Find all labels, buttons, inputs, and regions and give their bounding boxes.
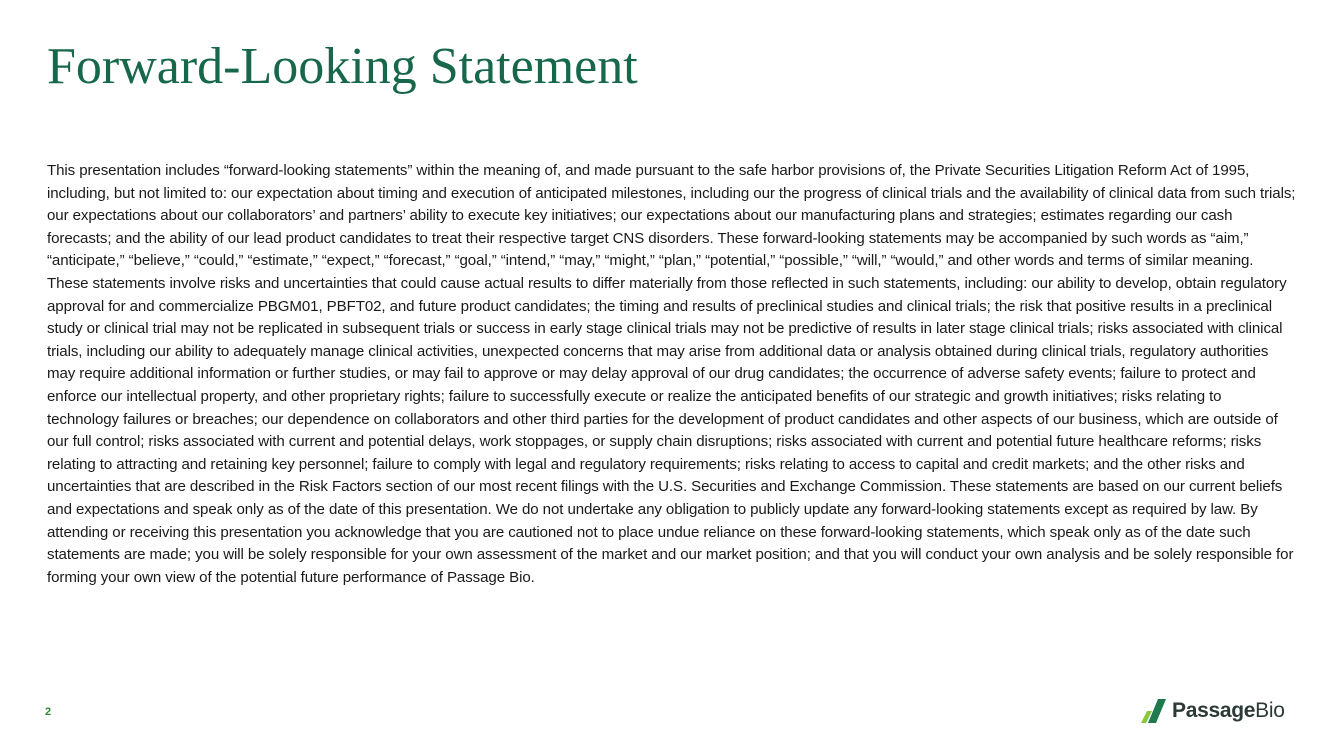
passage-bio-logo-mark-icon [1139,697,1167,725]
disclaimer-paragraph: This presentation includes “forward-looking statements” within the meaning of, and made pursuant to the safe harbor provisions of, the Private Securities Litigation Reform Act of 1995, including, but not limited to: our expectation about timing and execution of anticipated milestones, including our the progress of clinical trials and the availability of clinical data from such trials; our expectations about our collaborators’ and partners’ ability to execute key initiatives; our expectations about our manufacturing plans and strategies; estimates regarding our cash forecasts; and the ability of our lead product candidates to treat their respective target CNS disorders. These forward-looking statements may be accompanied by such words as “aim,” “anticipate,” “believe,” “could,” “estimate,” “expect,” “forecast,” “goal,” “intend,” “may,” “might,” “plan,” “potential,” “possible,” “will,” “would,” and other words and terms of similar meaning. These statements involve risks and uncertainties that could cause actual results to differ materially from those reflected in such statements, including: our ability to develop, obtain regulatory approval for and commercialize PBGM01, PBFT02, and future product candidates; the timing and results of preclinical studies and clinical trials; the risk that positive results in a preclinical study or clinical trial may not be replicated in subsequent trials or success in early stage clinical trials may not be predictive of results in later stage clinical trials; risks associated with clinical trials, including our ability to adequately manage clinical activities, unexpected concerns that may arise from additional data or analysis obtained during clinical trials, regulatory authorities may require additional information or further studies, or may fail to approve or may delay approval of our drug candidates; the occurrence of adverse safety events; failure to protect and enforce our intellectual property, and other proprietary rights; failure to successfully execute or realize the anticipated benefits of our strategic and growth initiatives; risks relating to technology failures or breaches; our dependence on collaborators and other third parties for the development of product candidates and other aspects of our business, which are outside of our full control; risks associated with current and potential delays, work stoppages, or supply chain disruptions; risks associated with current and potential future healthcare reforms; risks relating to attracting and retaining key personnel; failure to comply with legal and regulatory requirements; risks relating to access to capital and credit markets; and the other risks and uncertainties that are described in the Risk Factors section of our most recent filings with the U.S. Securities and Exchange Commission. These statements are based on our current beliefs and expectations and speak only as of the date of this presentation. We do not undertake any obligation to publicly update any forward-looking statements except as required by law. By attending or receiving this presentation you acknowledge that you are cautioned not to place undue reliance on these forward-looking statements, which speak only as of the date such statements are made; you will be solely responsible for your own assessment of the market and our market position; and that you will conduct your own analysis and be solely responsible for forming your own view of the potential future performance of Passage Bio. [47,162,1296,586]
logo-word-passage: Passage [1172,699,1256,722]
logo-word-bio: Bio [1255,699,1285,722]
page-title: Forward-Looking Statement [47,38,638,95]
company-logo [1139,697,1285,725]
logo-wordmark [1172,697,1285,725]
page-number: 2 [45,706,52,718]
